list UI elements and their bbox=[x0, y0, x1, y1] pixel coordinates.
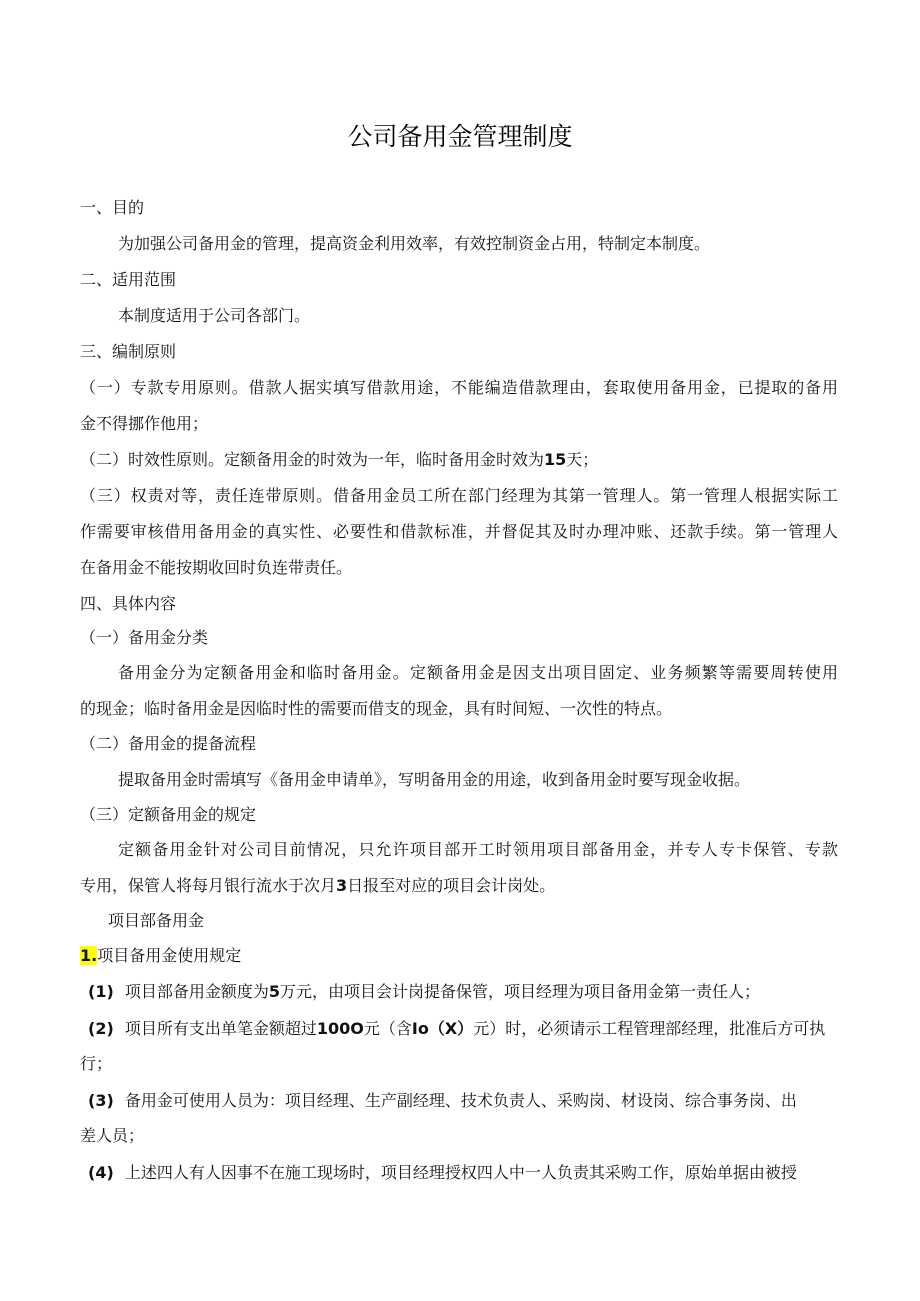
project-heading: 项目部备用金 bbox=[108, 911, 205, 930]
rule-4-line-1: 上述四人有人因事不在施工现场时，项目经理授权四人中一人负责其采购工作，原始单据由被授 bbox=[124, 1163, 797, 1182]
rule-3 bbox=[88, 1090, 797, 1112]
section-3-para-1-line-2: 金不得挪作他用； bbox=[80, 414, 209, 433]
report-day: 3 bbox=[336, 876, 348, 895]
rule-1-number: (1) bbox=[88, 982, 114, 1001]
section-1-heading: 一、目的 bbox=[80, 198, 145, 217]
section-3-para-1-line-1: （一）专款专用原则。借款人据实填写借款用途，不能编造借款理由，套取使用备用金，已提取的备用 bbox=[80, 378, 838, 397]
rule-2 bbox=[88, 1018, 825, 1040]
document-title: 公司备用金管理制度 bbox=[347, 122, 573, 151]
section-3-para-3-line-3: 在备用金不能按期收回时负连带责任。 bbox=[80, 558, 353, 577]
rule-2-post: 元）时，必须请示工程管理部经理，批准后方可执 bbox=[473, 1019, 826, 1038]
rule-2-mid: 元（含 bbox=[363, 1019, 412, 1038]
rule-3-number: (3) bbox=[88, 1091, 114, 1110]
section-4-heading: 四、具体内容 bbox=[80, 594, 177, 613]
section-3-heading: 三、编制原则 bbox=[80, 342, 177, 361]
section-3-para-2-pre: （二）时效性原则。定额备用金的时效为一年，临时备用金时效为 bbox=[80, 450, 545, 469]
section-4-3-line-2 bbox=[80, 875, 555, 897]
rule-3-line-2: 差人员； bbox=[80, 1126, 145, 1145]
section-4-1-line-2: 的现金；临时备用金是因临时性的需要而借支的现金，具有时间短、一次性的特点。 bbox=[80, 699, 673, 718]
rule-1-amount: 5 bbox=[268, 982, 281, 1001]
section-2-heading: 二、适用范围 bbox=[80, 270, 177, 289]
rule-1-post: 万元，由项目会计岗提备保管，项目经理为项目备用金第一责任人； bbox=[280, 982, 761, 1001]
rule-2-amount: 100O bbox=[316, 1019, 364, 1038]
section-1-text: 为加强公司备用金的管理，提高资金利用效率，有效控制资金占用，特制定本制度。 bbox=[118, 234, 711, 253]
rule-number: 1. bbox=[80, 946, 98, 965]
section-3-para-2 bbox=[80, 449, 598, 471]
rule-1 bbox=[88, 981, 760, 1003]
rule-4 bbox=[88, 1162, 797, 1184]
rule-2-number: (2) bbox=[88, 1019, 114, 1038]
section-3-para-3-line-1: （三）权责对等，责任连带原则。借备用金员工所在部门经理为其第一管理人。第一管理人根据实际工 bbox=[80, 486, 838, 505]
section-4-3-line-1: 定额备用金针对公司目前情况，只允许项目部开工时领用项目部备用金，并专人专卡保管、专款 bbox=[118, 840, 838, 859]
section-3-para-2-post: 天； bbox=[566, 450, 599, 469]
section-4-3-line-2-post: 日报至对应的项目会计岗处。 bbox=[347, 876, 556, 895]
timeliness-days: 15 bbox=[544, 450, 567, 469]
rule-2-pre: 项目所有支出单笔金额超过 bbox=[124, 1019, 317, 1038]
rule-4-number: (4) bbox=[88, 1163, 114, 1182]
rule-3-line-1: 备用金可使用人员为：项目经理、生产副经理、技术负责人、采购岗、材设岗、综合事务岗、出 bbox=[124, 1091, 797, 1110]
rule-2-paren: Io（X） bbox=[411, 1019, 474, 1038]
section-3-para-3-line-2: 作需要审核借用备用金的真实性、必要性和借款标准，并督促其及时办理冲账、还款手续。第一管理人 bbox=[80, 522, 838, 541]
section-4-3-heading: （三）定额备用金的规定 bbox=[80, 805, 257, 824]
rule-2-line-2: 行； bbox=[80, 1054, 113, 1073]
section-4-2-text: 提取备用金时需填写《备用金申请单》，写明备用金的用途，收到备用金时要写现金收据。 bbox=[118, 770, 751, 789]
section-4-1-heading: （一）备用金分类 bbox=[80, 628, 209, 647]
rule-heading-text: 项目备用金使用规定 bbox=[97, 946, 242, 965]
section-4-3-line-2-pre: 专用，保管人将每月银行流水于次月 bbox=[80, 876, 337, 895]
section-2-text: 本制度适用于公司各部门。 bbox=[118, 306, 311, 325]
section-4-2-heading: （二）备用金的提备流程 bbox=[80, 734, 257, 753]
rule-1-pre: 项目部备用金额度为 bbox=[124, 982, 269, 1001]
rule-heading bbox=[80, 945, 241, 967]
section-4-1-line-1: 备用金分为定额备用金和临时备用金。定额备用金是因支出项目固定、业务频繁等需要周转使用 bbox=[118, 663, 838, 682]
